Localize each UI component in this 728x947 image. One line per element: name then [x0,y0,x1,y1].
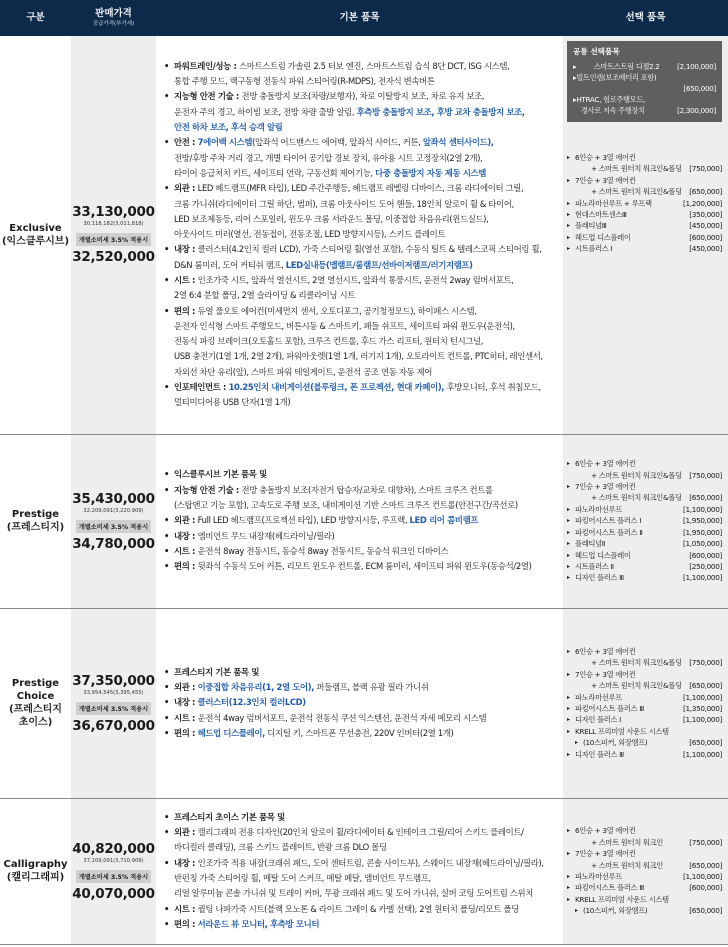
feature-item [164,810,555,825]
common-option-row [573,61,716,72]
feature-text: 2열 6:4 분할 폴딩, 2열 슬라이딩 & 리클라이닝 시트 [174,290,355,301]
option-item [567,504,722,515]
option-item [567,703,722,714]
option-price: [1,050,000] [683,539,722,549]
feature-highlight: LED실내등(맵램프/룸램프/선바이저램프/러기지램프) [285,259,473,270]
basic-features [156,434,563,608]
option-name: ▸ KRELL 프리미엄 사운드 시스템 [567,894,669,905]
option-price: [1,350,000] [683,704,722,713]
feature-text: 인조가죽 시트, 앞좌석 열선시트, 2열 열선시트, 앞좌석 통풍시트, 운전석 2way 럼버서포트, [197,274,514,285]
option-price: [1,100,000] [683,573,722,583]
feature-text: 크롬 가니쉬(라디에이터 그릴 하단, 범퍼), 크롬 아웃사이드 도어 핸들, 18인치 알로이 휠 & 타이어, [174,198,514,209]
header-price [71,0,156,36]
option-name: ▸ 파킹어시스트 플러스 Ⅲ [567,703,644,714]
feature-key: 외관 : [174,682,198,693]
option-list [563,798,728,944]
feature-highlight: 서라운드 뷰 모니터, 후측방 모니터 [197,918,320,929]
trim-name-line: Calligraphy [3,859,68,870]
feature-text: 전방/후방 주차 거리 경고, 개별 타이어 공기압 경보 장치, 유아용 시트 고정장치(2열 2개), [174,152,483,163]
feature-key: 편의 : [174,561,198,572]
feature-key: 안전 : [174,137,198,148]
option-name: ▸ 파노라마선루프 [567,871,622,882]
feature-item [164,166,555,181]
option-name: + 스마트 원터치 워크인 [591,837,663,847]
header-trim: 구분 [0,0,71,36]
option-name: ▸ 6인승 + 3열 에어컨 [567,152,635,163]
feature-item [164,304,555,319]
feature-text: 클러스터(4.2인치 컬러 LCD), 가죽 스티어링 휠(열선 포함), 수동식 틸트 & 텔레스코픽 스티어링 휠, [197,244,542,255]
option-name: ▸ 파노라마선루프 + 루프랙 [567,198,652,209]
feature-text: 운전자 인식형 스마트 주행모드, 버튼시동 & 스마트키, 패들 쉬프트, 세이프티 파워 윈도우(운전석), [174,320,515,331]
option-item [567,492,722,503]
feature-key: 시트 : [174,712,198,723]
option-price: [450,000] [689,221,722,231]
feature-key: 편의 : [174,305,198,316]
feature-item [164,513,555,528]
option-name: ▸ 디자인 플러스 Ⅰ [567,714,621,725]
option-item [567,894,722,905]
supply-price: 32,209,091(3,220,909) [83,507,144,514]
header-options: 선택 품목 [563,0,728,36]
feature-item [164,467,555,482]
option-item [567,837,722,848]
option-price: [1,100,000] [683,749,722,759]
feature-text: 엠비언트 무드 내장재(헤드라이닝/필라) [197,530,335,541]
option-price: [350,000] [689,210,722,220]
feature-item [164,529,555,544]
feature-text: 퀼팅 나파가죽 시트(블랙 모노톤 & 라이트 그레이 & 카멜 선택), 2열 원터치 폴딩/리모트 폴딩 [197,903,519,914]
tax-price: 40,070,000 [72,885,155,902]
option-price: [750,000] [689,164,722,174]
tax-price: 32,520,000 [72,249,155,266]
trim-name-line: 초이스) [18,717,53,728]
option-price: [750,000] [689,837,722,847]
supply-price: 33,954,545(3,395,455) [83,689,144,696]
option-name: ▸ 디자인 플러스 Ⅲ [567,572,624,583]
feature-key: 익스클루시브 기본 품목 및 [174,469,267,480]
trim-name-line: Choice [16,691,55,702]
option-item [567,232,722,243]
option-name: ▸ 시트플러스 Ⅱ [567,561,614,572]
feature-text: 운전석 4way 럼버서포트, 운전석 전동식 쿠션 익스텐션, 운전석 자세 메모리 시스템 [197,712,487,723]
bullet-icon: ▸ [573,62,577,71]
feature-text: (앞좌석 어드밴스드 에어백, 앞좌석 사이드, 커튼, [252,137,423,148]
option-name: + 스마트 원터치 워크인&폴딩 [591,164,682,174]
option-item [567,220,722,231]
feature-text: 타이어 응급처치 키트, 세이프티 언락, 구동선회 제어기능, [174,167,376,178]
option-item [567,209,722,220]
option-item [567,538,722,549]
feature-item [164,365,555,380]
option-item [567,515,722,526]
feature-item [164,288,555,303]
price-cell [71,798,156,944]
option-price: [1,950,000] [683,516,722,526]
option-name: ▸ 시트플러스 Ⅰ [567,243,612,254]
option-item [567,163,722,174]
option-name: ▸ 헤드업 디스플레이 [567,232,631,243]
option-item [567,458,722,469]
option-name: ▸ 6인승 + 3열 에어컨 [567,646,635,657]
option-name: + 스마트 원터치 워크인&폴딩 [591,470,682,480]
feature-item [164,680,555,695]
feature-text: 자외선 차단 유리(앞), 스마트 파워 테일게이트, 운전석 공조 연동 자동 제어 [174,366,433,377]
table-header [0,0,728,36]
feature-item [164,695,555,710]
feature-key: 내장 : [174,857,198,868]
feature-text: 후방모니터, 후석 취침모드, [444,382,541,393]
feature-highlight: 다중 충돌방지 자동 제동 시스템 [375,167,487,178]
feature-highlight: 7에어백 시스템 [197,137,253,148]
feature-highlight-2: 앞좌석 센터사이드), [422,137,494,148]
feature-text: 전동식 파킹 브레이크(오토홀드 포함), 크루즈 컨트롤, 후드 가스 리프터, 원터치 턴시그널, [174,336,484,347]
feature-key: 외관 : [174,515,198,526]
option-list [563,434,728,608]
option-price: [600,000] [689,232,722,242]
feature-text: 전방 충돌방지 보조(차량/보행자), 차로 이탈방지 보조, 차로 유지 보조, [241,91,485,102]
feature-item [164,886,555,901]
option-name: ▸ 플래티넘Ⅲ [567,220,606,231]
trim-name-line: Prestige [11,678,60,689]
spacer [567,130,722,152]
option-price: [600,000] [689,883,722,893]
feature-highlight: 안전 하차 보조, 후석 승객 알림 [174,122,283,133]
option-name: ▸ (10스피커, 외장앰프) [575,905,647,916]
feature-key: 파워트레인/성능 : [174,60,240,71]
option-item [567,152,722,163]
sale-price: 33,130,000 [72,204,155,221]
feature-text: (스탑앤고 기능 포함), 고속도로 주행 보조, 내비게이션 기반 스마트 크루즈 컨트롤(안전구간/곡선로) [174,500,518,511]
tax-tag: 개별소비세 3.5% 적용시 [76,233,151,246]
feature-item [164,105,555,120]
option-price: [1,100,000] [683,692,722,702]
feature-text: USB 충전기(1열 1개, 2열 2개), 파워아웃렛(1열 1개, 러기지 1개), 오토라이트 컨트롤, PTC히터, 레인센서, [174,351,543,362]
feature-list [164,810,555,932]
basic-features [156,608,563,798]
feature-item [164,334,555,349]
option-price: [450,000] [689,244,722,254]
option-item [567,825,722,836]
option-item [567,871,722,882]
feature-key: 시트 : [174,545,198,556]
option-price: [650,000] [689,681,722,691]
option-item [567,175,722,186]
trim-name-line: (프레스티지) [6,522,65,533]
option-price: [650,000] [689,738,722,748]
feature-text: 디지털 키, 스마트폰 무선충전, 220V 인버터(2열 1개) [264,727,454,738]
feature-list [164,665,555,741]
feature-text: 운전자 주의 경고, 하이빔 보조, 전방 차량 출발 알림, [174,106,357,117]
header-basic: 기본 품목 [156,0,563,36]
feature-text: 뒷좌석 수동식 도어 커튼, 리모트 윈도우 컨트롤, ECM 룸미러, 세이프티 파워 윈도우(동승석/2열) [197,561,532,572]
feature-highlight: 후측방 충돌방지 보조, 후방 교차 충돌방지 보조, [356,106,525,117]
trim-name [0,36,71,434]
tax-price: 36,670,000 [72,717,155,734]
supply-price: 37,109,091(3,710,909) [83,857,144,864]
trim-name-line: (프레스티지 [9,704,62,715]
option-price: [650,000] [689,493,722,503]
option-name: + 스마트 원터치 워크인&폴딩 [591,187,682,197]
option-name: ▸ 7인승 + 3열 에어컨 [567,175,635,186]
option-name: + 스마트 원터치 워크인&폴딩 [591,681,682,691]
option-item [567,657,722,668]
feature-item [164,917,555,932]
common-option-row [573,105,716,116]
option-item [567,737,722,748]
option-price: [250,000] [689,561,722,571]
feature-key: 내장 : [174,244,198,255]
feature-key: 지능형 안전 기술 : [174,484,242,495]
option-item [567,186,722,197]
feature-item [164,273,555,288]
trim-row [0,608,728,798]
feature-text: 캘리그래피 전용 디자인(20인치 알로이 휠/라디에이터 & 인테이크 그릴/리어 스키드 플레이트/ [197,827,524,838]
option-item [567,243,722,254]
feature-item [164,840,555,855]
feature-item [164,498,555,513]
feature-item [164,483,555,498]
sale-price: 35,430,000 [72,490,155,507]
feature-text: 운전석 8way 전동시트, 동승석 8way 전동시트, 동승석 워크인 디바이스 [197,545,449,556]
option-name: ▸ 파킹어시스트 플러스 Ⅱ [567,527,642,538]
option-item [567,481,722,492]
basic-features [156,36,563,434]
option-price: [1,100,000] [683,504,722,514]
option-item [567,680,722,691]
feature-list [164,467,555,574]
trim-name [0,434,71,608]
feature-highlight: 헤드업 디스플레이, [197,727,265,738]
feature-key: 편의 : [174,918,198,929]
feature-item [164,181,555,196]
option-item [567,905,722,916]
feature-item [164,212,555,227]
trim-name-line: Exclusive [9,222,62,234]
feature-item [164,197,555,212]
option-name: ▸ 디자인 플러스 Ⅲ [567,749,624,760]
option-item [567,692,722,703]
option-name: ▸ 7인승 + 3열 에어컨 [567,669,635,680]
feature-item [164,902,555,917]
common-option-name: 스마트스트림 디젤2.2 [593,62,660,71]
feature-item [164,825,555,840]
feature-item [164,726,555,741]
option-name: + 스마트 원터치 워크인&폴딩 [591,658,682,668]
feature-text: 퍼들램프, 블랙 유광 필라 가니쉬 [314,682,429,693]
option-name: ▸ KRELL 프리미엄 사운드 시스템 [567,726,669,737]
common-option-price: [2,100,000] [677,62,716,71]
feature-item [164,544,555,559]
option-name: ▸ 파노라마선루프 [567,692,622,703]
option-name: + 스마트 원터치 워크인&폴딩 [591,493,682,503]
option-price: [650,000] [689,906,722,916]
common-option-row [573,94,716,105]
common-options-title: 공통 선택품목 [573,47,620,56]
option-price: [1,200,000] [683,198,722,208]
option-price: [1,100,000] [683,715,722,725]
common-option-price: [650,000] [683,84,716,93]
feature-text: 전방 충돌방지 보조(자전거 탑승자/교차로 대향차), 스마트 크루즈 컨트롤 [241,484,493,495]
feature-text: LED 보조제동등, 리어 스포일러, 윈도우 크롬 서라운드 몰딩, 이중접합 차음유리(윈드실드), [174,213,489,224]
feature-highlight: LED 리어 콤비램프 [409,515,479,526]
feature-text: D&N 룸미러, 도어 커티쉬 램프, [174,259,286,270]
trim-row [0,36,728,434]
feature-key: 외관 : [174,183,198,194]
option-item [567,572,722,583]
option-name: ▸ 현대스마트센스Ⅲ [567,209,627,220]
bullet-icon: ▸ [573,95,577,104]
feature-item [164,258,555,273]
feature-text: 통합 주행 모드, 랙구동형 전동식 파워 스티어링(R-MDPS), 전자식 변속버튼 [174,76,435,87]
tax-tag: 개별소비세 3.5% 적용시 [76,870,151,883]
feature-text: 바디컬러 클래딩), 크롬 스키드 플레이트, 반광 크롬 DLO 몰딩 [174,842,387,853]
feature-text: 반펀칭 가죽 스티어링 휠, 메탈 도어 스커프, 메탈 페달, 앰비언트 무드램프, [174,873,431,883]
feature-key: 외관 : [174,827,198,838]
tax-tag: 개별소비세 3.5% 적용시 [76,702,151,715]
option-item [567,470,722,481]
option-item [567,726,722,737]
feature-key: 내장 : [174,697,198,708]
option-name: ▸ 헤드업 디스플레이 [567,550,631,561]
feature-text: 리얼 알루미늄 콘솔 가니쉬 및 트레이 커버, 무광 크래쉬 패드 및 도어 가니쉬, 실버 코팅 도어트림 스위치 [174,888,533,899]
common-option-name: 빌트인캠(보조배터리 포함) [576,73,657,82]
option-name: ▸ 6인승 + 3열 에어컨 [567,825,635,836]
feature-key: 인포테인먼트 : [174,382,229,393]
option-item [567,749,722,760]
feature-item [164,319,555,334]
feature-item [164,856,555,871]
feature-item [164,151,555,166]
feature-text: 스마트스트림 가솔린 2.5 터보 엔진, 스마트스트림 습식 8단 DCT, ISG 시스템, [239,60,510,71]
trim-row [0,434,728,608]
header-price-label: 판매가격 [95,8,132,20]
option-price: [650,000] [689,187,722,197]
common-option-row [573,83,716,94]
common-options-box [567,41,722,122]
feature-text: 아웃사이드 미러(열선, 전동접이, 전동조절, LED 방향지시등), 스키드 플레이트 [174,229,446,240]
feature-item [164,665,555,680]
option-item [567,561,722,572]
option-item [567,860,722,871]
common-option-price: [2,300,000] [677,106,716,115]
feature-item [164,120,555,135]
option-name: ▸ 파킹어시스트 플러스 Ⅰ [567,515,641,526]
feature-item [164,135,555,150]
common-option-row [573,72,716,83]
trim-row [0,798,728,944]
option-name: ▸ 파노라마선루프 [567,504,622,515]
feature-item [164,395,555,410]
feature-key: 프레스티지 초이스 기본 품목 및 [174,811,285,822]
trim-name [0,608,71,798]
price-cell [71,608,156,798]
feature-key: 시트 : [174,274,198,285]
feature-text: Full LED 헤드램프(프로젝션 타입), LED 방향지시등, 루프랙, [197,515,410,526]
supply-price: 30,118,182(3,011,818) [83,221,144,228]
option-list [563,36,728,434]
feature-item [164,59,555,74]
option-name: ▸ 6인승 + 3열 에어컨 [567,458,635,469]
option-item [567,714,722,725]
trim-name-line: (캘리그래피) [6,872,65,883]
option-price: [1,950,000] [683,527,722,537]
trim-name-line: (익스클루시브) [1,235,70,247]
header-price-sub: 공급가격(부가세) [92,21,135,27]
feature-highlight: 이중접합 차음유리(1, 2열 도어), [197,682,315,693]
option-item [567,527,722,538]
option-item [567,669,722,680]
option-name: ▸ (10스피커, 외장앰프) [575,737,647,748]
feature-highlight: 10.25인치 내비게이션(블루링크, 폰 프로젝션, 현대 카페이), [228,382,445,393]
feature-item [164,380,555,395]
option-price: [1,100,000] [683,872,722,881]
feature-item [164,227,555,242]
basic-features [156,798,563,944]
feature-key: 프레스티지 기본 품목 및 [174,666,260,677]
feature-list [164,59,555,411]
tax-tag: 개별소비세 3.5% 적용시 [76,520,151,533]
option-item [567,550,722,561]
option-name: ▸ 7인승 + 3열 에어컨 [567,848,635,859]
trim-name [0,798,71,944]
feature-item [164,242,555,257]
price-cell [71,434,156,608]
feature-item [164,74,555,89]
option-price: [750,000] [689,658,722,668]
feature-text: 인조가죽 적용 내장(크래쉬 패드, 도어 센터트림, 콘솔 사이드부), 스웨이드 내장재(헤드라이닝/필라), [197,857,544,868]
feature-text: LED 헤드램프(MFR 타입), LED 주간주행등, 헤드램프 레벨링 디바이스, 크롬 라디에이터 그릴, [197,183,524,194]
feature-highlight: 클러스터(12.3인치 컬러LCD) [197,697,306,708]
option-name: + 스마트 원터치 워크인 [591,860,663,870]
option-item [567,848,722,859]
sale-price: 40,820,000 [72,840,155,857]
option-item [567,198,722,209]
feature-item [164,89,555,104]
option-name: ▸ 7인승 + 3열 에어컨 [567,481,635,492]
feature-item [164,711,555,726]
feature-key: 편의 : [174,727,198,738]
price-cell [71,36,156,434]
option-item [567,646,722,657]
feature-item [164,349,555,364]
option-name: ▸ 플래티넘Ⅱ [567,538,605,549]
sale-price: 37,350,000 [72,672,155,689]
option-price: [750,000] [689,470,722,480]
option-item [567,882,722,893]
tax-price: 34,780,000 [72,535,155,552]
option-price: [600,000] [689,550,722,560]
bullet-icon: ▸ [573,73,577,82]
feature-text: 멀티미디어용 USB 단자(1열 1개) [174,397,291,408]
feature-key: 시트 : [174,903,198,914]
option-name: ▸ 파킹어시스트 플러스 Ⅲ [567,882,644,893]
feature-key: 지능형 안전 기술 : [174,91,242,102]
feature-key: 내장 : [174,530,198,541]
option-list [563,608,728,798]
trim-name-line: Prestige [11,509,60,520]
feature-item [164,871,555,886]
common-option-name: HTRAC, 험로주행모드, [576,95,645,104]
feature-text: 듀얼 풀오토 에어컨(미세먼지 센서, 오토디포그, 공기청정모드), 하이패스 시스템, [197,305,477,316]
feature-item [164,559,555,574]
common-option-name: 경사로 저속 주행장치 [581,106,645,115]
option-price: [650,000] [689,860,722,870]
